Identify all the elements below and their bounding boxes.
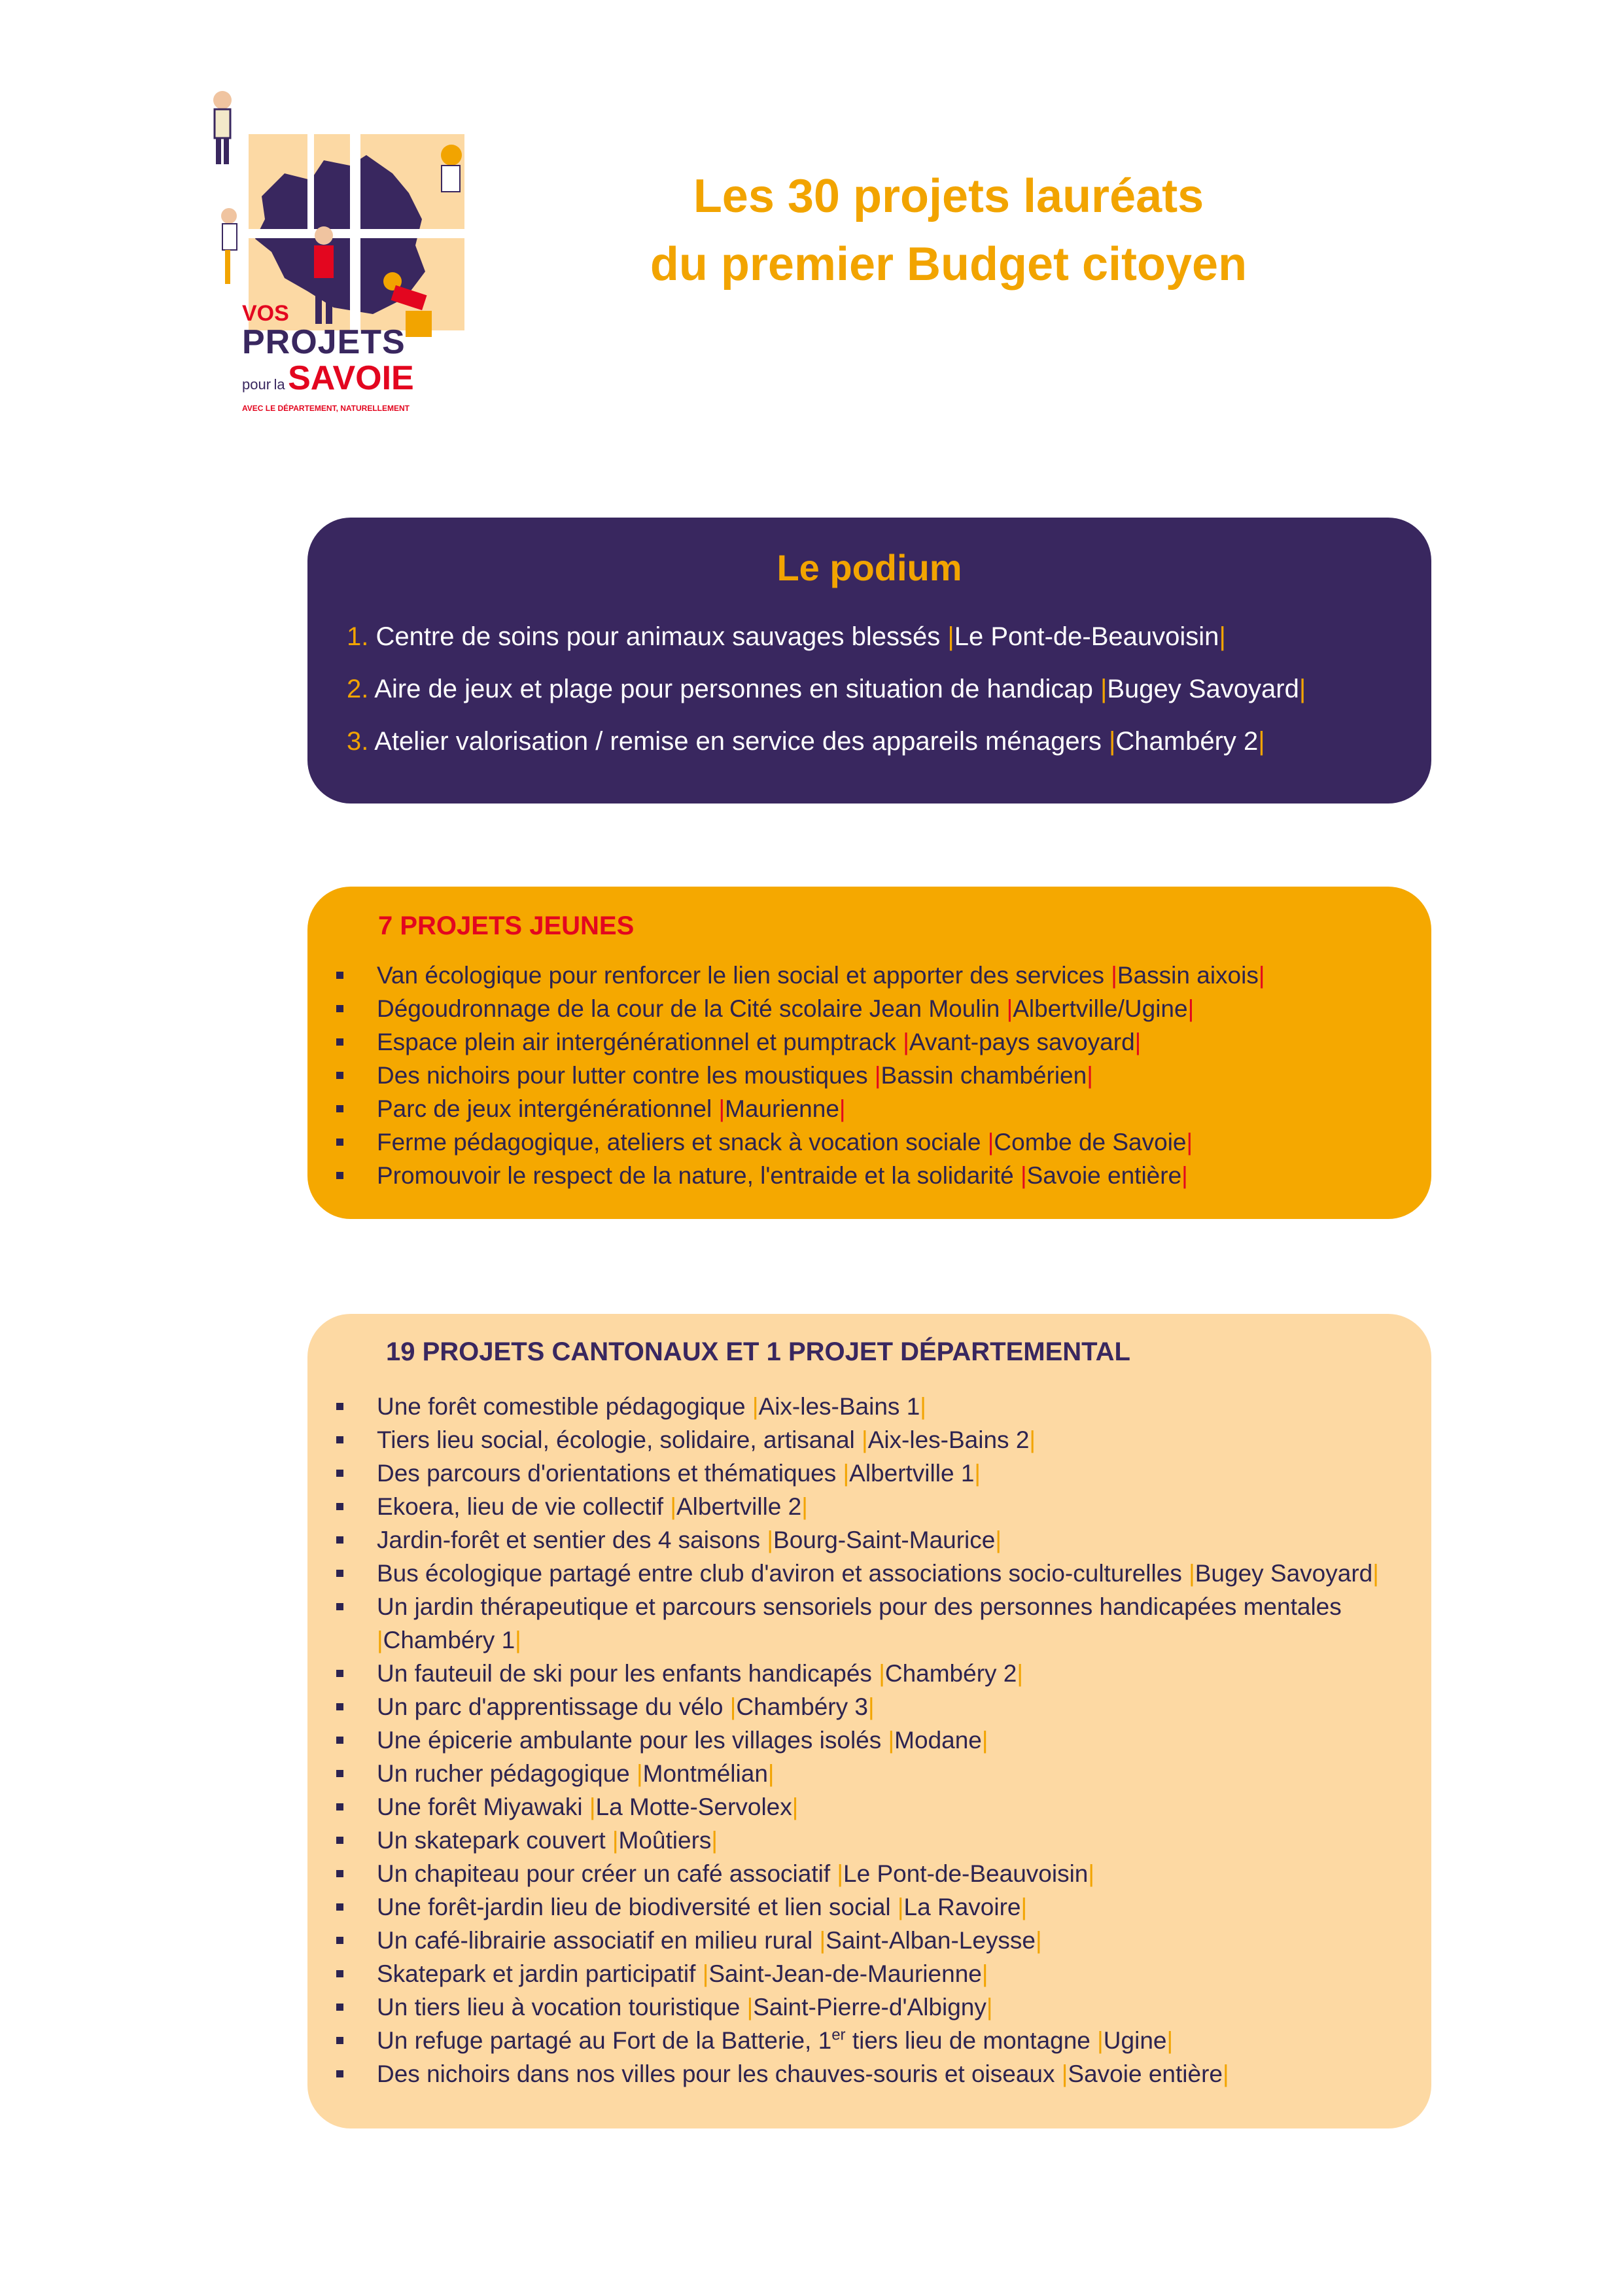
list-item [334,1423,1379,1457]
pipe-separator: | [1088,1860,1095,1887]
project-place: Albertville 2 [676,1493,802,1520]
project-name: Un jardin thérapeutique et parcours sensoriels pour des personnes handicapées mentales [377,1593,1342,1620]
logo-vos: VOS [242,301,289,326]
project-name-continued: tiers lieu de montagne [845,2027,1091,2054]
podium-place: Chambéry 2 [1115,727,1259,756]
project-name: Un tiers lieu à vocation touristique [377,1994,741,2021]
project-place: Modane [894,1727,982,1754]
pipe-separator: | [1258,962,1265,989]
podium-project: Aire de jeux et plage pour personnes en situation de handicap [374,675,1093,703]
list-item [334,1490,1379,1523]
list-item [334,1890,1379,1924]
project-place: Bourg-Saint-Maurice [773,1527,996,1553]
list-item [334,2057,1379,2091]
project-name: Ferme pédagogique, ateliers et snack à vocation sociale [377,1129,981,1156]
list-item [334,1757,1379,1790]
podium-rank: 3. [347,727,369,756]
project-place: Bassin aixois [1117,962,1259,989]
podium-box [307,518,1431,804]
pipe-separator: | [702,1960,709,1987]
podium-item [347,663,1306,715]
project-name: Un parc d'apprentissage du vélo [377,1693,724,1720]
project-place: Montmélian [642,1760,768,1787]
pipe-separator: | [1189,1560,1195,1587]
pipe-separator: | [1186,1129,1193,1156]
podium-item [347,715,1306,768]
project-name: Une forêt-jardin lieu de biodiversité et lien social [377,1894,891,1920]
podium-item [347,610,1306,663]
pipe-separator: | [1029,1426,1036,1453]
cantonal-projects-list [334,1390,1379,2091]
podium-place: Bugey Savoyard [1107,675,1299,703]
project-place: Ugine [1103,2027,1167,2054]
pipe-separator: | [637,1760,643,1787]
list-item [334,992,1265,1025]
youth-projects-list [334,959,1265,1192]
podium-project: Centre de soins pour animaux sauvages blessés [375,622,941,651]
project-name: Bus écologique partagé entre club d'aviron et associations socio-culturelles [377,1560,1182,1587]
project-name: Un skatepark couvert [377,1827,606,1854]
pipe-separator: | [819,1927,826,1954]
project-place: Albertville 1 [849,1460,975,1487]
list-item [334,959,1265,992]
pipe-separator: | [1134,1029,1142,1055]
list-item [334,1857,1379,1890]
list-item [334,1092,1265,1125]
project-name: Des nichoirs pour lutter contre les moustiques [377,1062,868,1089]
project-place: Combe de Savoie [994,1129,1187,1156]
list-item [334,1723,1379,1757]
pipe-separator: | [897,1894,904,1920]
pipe-separator: | [1187,995,1195,1022]
project-place: Aix-les-Bains 2 [867,1426,1030,1453]
project-name: Des nichoirs dans nos villes pour les chauves-souris et oiseaux [377,2060,1055,2087]
podium-rank: 2. [347,675,369,703]
logo-wordmark [242,301,438,413]
pipe-separator: | [746,1994,754,2021]
project-name: Un refuge partagé au Fort de la Batterie, 1 [377,2027,832,2054]
project-place: Saint-Alban-Leysse [826,1927,1036,1954]
project-place: Chambéry 1 [383,1627,515,1653]
pipe-separator: | [1100,675,1108,703]
list-item [334,1657,1379,1690]
project-name: Un rucher pédagogique [377,1760,630,1787]
project-name: Une épicerie ambulante pour les villages isolés [377,1727,882,1754]
pipe-separator: | [1166,2027,1174,2054]
pipe-separator: | [515,1627,521,1653]
pipe-separator: | [1222,2060,1229,2087]
list-item [334,1924,1379,1957]
pipe-separator: | [1181,1162,1188,1189]
list-item [334,1059,1265,1092]
pipe-separator: | [995,1527,1002,1553]
pipe-separator: | [1372,1560,1379,1587]
pipe-separator: | [981,1960,988,1987]
pipe-separator: | [729,1693,737,1720]
pipe-separator: | [1017,1660,1023,1687]
pipe-separator: | [974,1460,981,1487]
project-name: Jardin-forêt et sentier des 4 saisons [377,1527,761,1553]
pipe-separator: | [843,1460,850,1487]
project-place: Le Pont-de-Beauvoisin [843,1860,1089,1887]
project-place: Saint-Jean-de-Maurienne [708,1960,982,1987]
project-name: Tiers lieu social, écologie, solidaire, artisanal [377,1426,855,1453]
pipe-separator: | [1036,1927,1042,1954]
pipe-separator: | [589,1793,596,1820]
list-item [334,1125,1265,1159]
project-name: Espace plein air intergénérationnel et pumptrack [377,1029,896,1055]
pipe-separator: | [1258,727,1265,756]
project-name: Un chapiteau pour créer un café associatif [377,1860,831,1887]
pipe-separator: | [903,1029,909,1055]
list-item [334,1390,1379,1423]
list-item [334,1990,1379,2024]
list-item [334,1824,1379,1857]
pipe-separator: | [981,1727,988,1754]
project-place: Bugey Savoyard [1195,1560,1373,1587]
pipe-separator: | [377,1627,383,1653]
project-place: Chambéry 2 [884,1660,1017,1687]
cantonal-projects-title: 19 PROJETS CANTONAUX ET 1 PROJET DÉPARTEMENTAL [386,1337,1130,1366]
page-title [589,162,1308,298]
page-title-line-2: du premier Budget citoyen [650,238,1248,291]
list-item [334,1457,1379,1490]
logo-la: la [273,376,285,393]
project-place: Aix-les-Bains 1 [758,1393,920,1420]
pipe-separator: | [1061,2060,1068,2087]
project-place: Saint-Pierre-d'Albigny [753,1994,986,2021]
pipe-separator: | [792,1793,799,1820]
cantonal-projects-box [307,1314,1431,2128]
project-name: Un café-librairie associatif en milieu rural [377,1927,813,1954]
project-name: Un fauteuil de ski pour les enfants handicapés [377,1660,872,1687]
logo-pour-la-savoie [242,359,438,404]
pipe-separator: | [987,1129,994,1156]
pipe-separator: | [801,1493,808,1520]
vos-projets-pour-la-savoie-logo [177,82,504,413]
podium-list [347,610,1306,768]
pipe-separator: | [837,1860,844,1887]
project-name: Parc de jeux intergénérationnel [377,1095,712,1122]
project-name: Promouvoir le respect de la nature, l'entraide et la solidarité [377,1162,1014,1189]
list-item [334,2024,1379,2057]
pipe-separator: | [920,1393,926,1420]
pipe-separator: | [867,1693,875,1720]
podium-title: Le podium [777,547,962,588]
project-name: Dégoudronnage de la cour de la Cité scolaire Jean Moulin [377,995,1000,1022]
logo-projets: PROJETS [242,323,406,361]
list-item [334,1790,1379,1824]
pipe-separator: | [1109,727,1116,756]
youth-projects-box [307,887,1431,1219]
pipe-separator: | [879,1660,885,1687]
project-place: Bassin chambérien [881,1062,1087,1089]
ordinal-superscript: er [831,2026,846,2044]
project-name: Skatepark et jardin participatif [377,1960,696,1987]
pipe-separator: | [986,1994,993,2021]
pipe-separator: | [874,1062,881,1089]
pipe-separator: | [711,1827,718,1854]
pipe-separator: | [839,1095,846,1122]
project-place: Savoie entière [1026,1162,1182,1189]
project-place: Chambéry 3 [736,1693,868,1720]
list-item [334,1025,1265,1059]
list-item [334,1957,1379,1990]
project-place: Savoie entière [1068,2060,1223,2087]
podium-project: Atelier valorisation / remise en service des appareils ménagers [374,727,1102,756]
pipe-separator: | [888,1727,895,1754]
list-item [334,1557,1379,1590]
pipe-separator: | [1020,1162,1027,1189]
project-name: Des parcours d'orientations et thématiques [377,1460,837,1487]
pipe-separator: | [947,622,954,651]
pipe-separator: | [612,1827,619,1854]
list-item [334,1590,1379,1623]
project-place: Maurienne [725,1095,839,1122]
logo-savoie: SAVOIE [288,359,414,397]
pipe-separator: | [1021,1894,1028,1920]
pipe-separator: | [767,1527,774,1553]
podium-rank: 1. [347,622,369,651]
pipe-separator: | [1087,1062,1093,1089]
list-item-continuation [334,1623,1379,1657]
podium-place: Le Pont-de-Beauvoisin [954,622,1219,651]
pipe-separator: | [862,1426,868,1453]
list-item [334,1159,1265,1192]
project-name: Une forêt comestible pédagogique [377,1393,746,1420]
pipe-separator: | [670,1493,676,1520]
project-place: Moûtiers [618,1827,712,1854]
logo-tagline: AVEC LE DÉPARTEMENT, NATURELLEMENT [242,404,410,413]
pipe-separator: | [1219,622,1226,651]
project-place: La Ravoire [903,1894,1021,1920]
project-name: Ekoera, lieu de vie collectif [377,1493,664,1520]
project-name: Une forêt Miyawaki [377,1793,583,1820]
project-place: Albertville/Ugine [1013,995,1188,1022]
pipe-separator: | [1006,995,1013,1022]
pipe-separator: | [1111,962,1117,989]
pipe-separator: | [752,1393,759,1420]
page-title-line-1: Les 30 projets lauréats [693,170,1204,222]
logo-pour: pour [242,376,271,393]
project-place: La Motte-Servolex [595,1793,792,1820]
pipe-separator: | [767,1760,775,1787]
pipe-separator: | [1299,675,1306,703]
list-item [334,1690,1379,1723]
youth-projects-title: 7 PROJETS JEUNES [378,911,635,940]
project-place: Avant-pays savoyard [909,1029,1135,1055]
list-item [334,1523,1379,1557]
pipe-separator: | [1097,2027,1104,2054]
project-name: Van écologique pour renforcer le lien social et apporter des services [377,962,1104,989]
pipe-separator: | [718,1095,725,1122]
